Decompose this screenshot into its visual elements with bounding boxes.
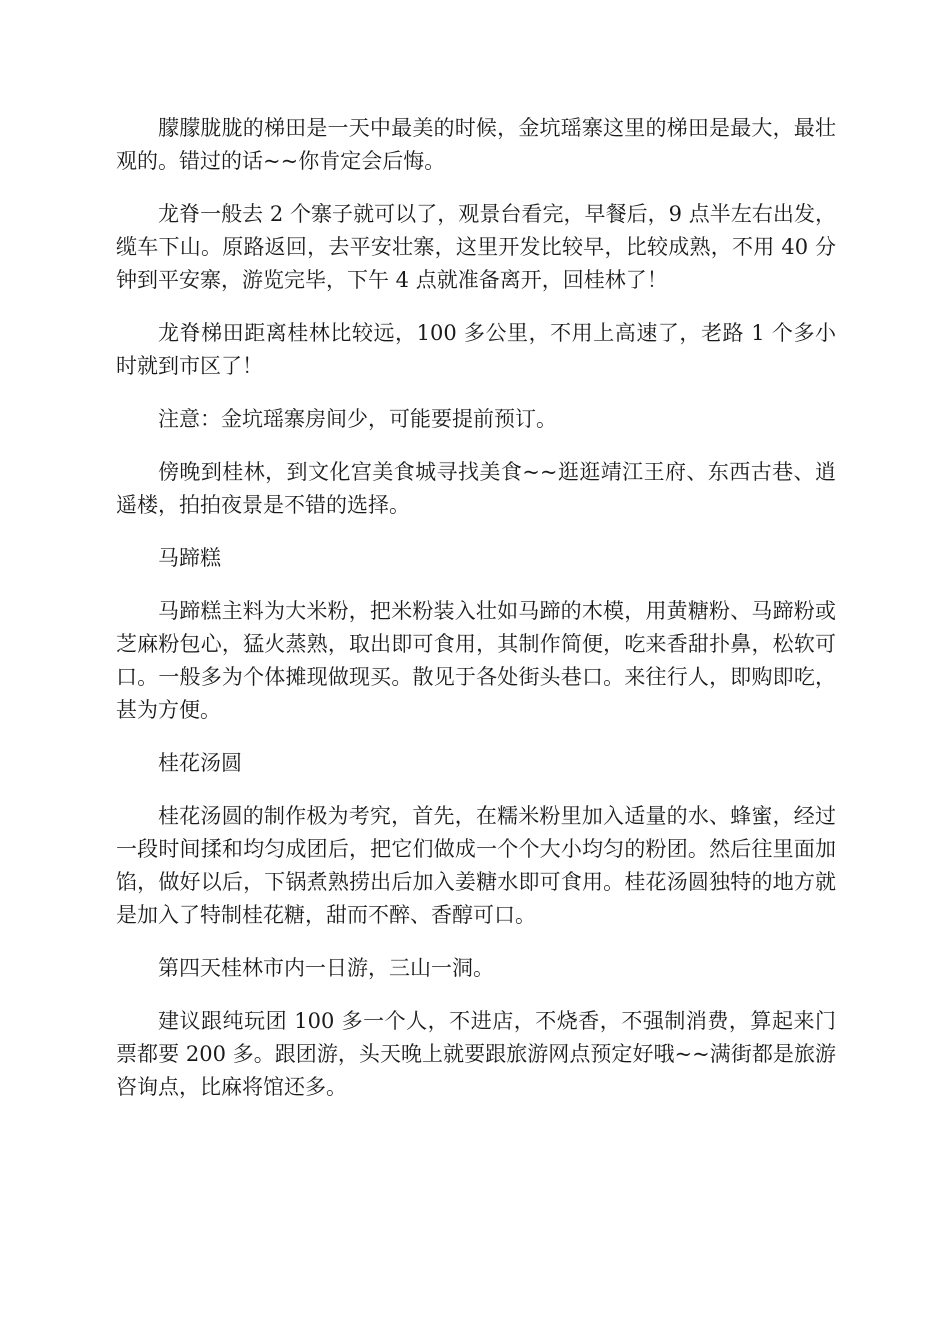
heading-osmanthus-tangyuan: 桂花汤圆 — [158, 751, 242, 775]
heading-horseshoe-cake: 马蹄糕 — [158, 546, 221, 570]
paragraph-longji-route: 龙脊一般去 2 个寨子就可以了，观景台看完，早餐后，9 点半左右出发，缆车下山。原路返回，去平安壮寨，这里开发比较早，比较成熟，不用 40 分钟到平安寨，游览完毕，下午 4 点就准备离开，回桂林了！ — [116, 202, 836, 292]
paragraph-note: 注意：金坑瑶寨房间少，可能要提前预订。 — [158, 407, 557, 431]
paragraph-horseshoe-cake: 马蹄糕主料为大米粉，把米粉装入壮如马蹄的木模，用黄糖粉、马蹄粉或芝麻粉包心，猛火蒸熟，取出即可食用，其制作简便，吃来香甜扑鼻，松软可口。一般多为个体摊现做现买。散见于各处街头巷口。来往行人，即购即吃，甚为方便。 — [116, 599, 836, 722]
paragraph-terraces-view: 朦朦胧胧的梯田是一天中最美的时候，金坑瑶寨这里的梯田是最大，最壮观的。错过的话~~你肯定会后悔。 — [116, 116, 836, 173]
paragraph-osmanthus-tangyuan: 桂花汤圆的制作极为考究，首先，在糯米粉里加入适量的水、蜂蜜，经过一段时间揉和均匀成团后，把它们做成一个个大小均匀的粉团。然后往里面加馅，做好以后，下锅煮熟捞出后加入姜糖水即可食用。桂花汤圆独特的地方就是加入了特制桂花糖，甜而不醉、香醇可口。 — [116, 804, 836, 927]
paragraph-tour-advice: 建议跟纯玩团 100 多一个人，不进店，不烧香，不强制消费，算起来门票都要 200 多。跟团游，头天晚上就要跟旅游网点预定好哦~~满街都是旅游咨询点，比麻将馆还多。 — [116, 1009, 836, 1099]
document-body — [116, 112, 836, 1124]
paragraph-day-four: 第四天桂林市内一日游，三山一洞。 — [158, 956, 494, 980]
paragraph-evening-guilin: 傍晚到桂林，到文化宫美食城寻找美食~~逛逛靖江王府、东西古巷、逍遥楼，拍拍夜景是不错的选择。 — [116, 460, 836, 517]
paragraph-distance: 龙脊梯田距离桂林比较远，100 多公里，不用上高速了，老路 1 个多小时就到市区了！ — [116, 321, 836, 378]
